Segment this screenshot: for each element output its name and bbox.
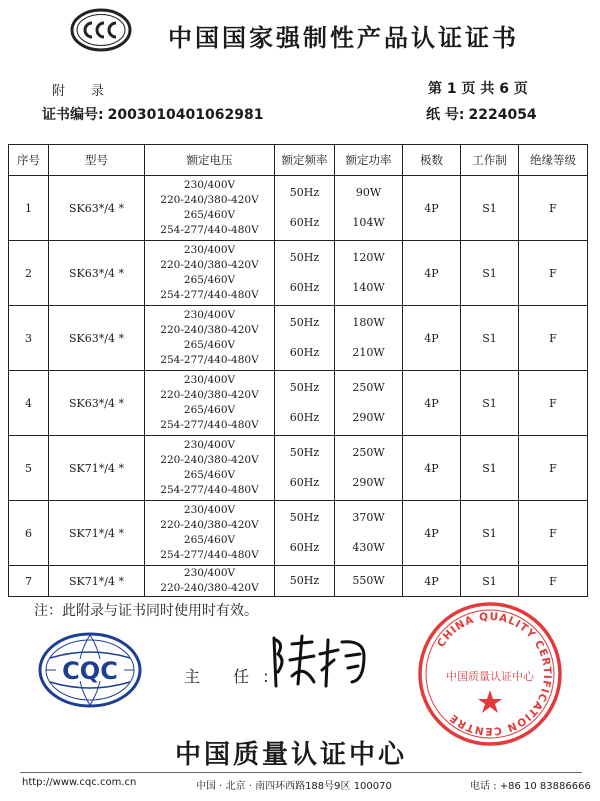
ccc-logo-icon xyxy=(70,8,132,52)
frequency-value: 60Hz xyxy=(289,541,320,554)
table-row xyxy=(9,501,588,566)
voltage-line: 265/460V xyxy=(183,274,236,286)
appendix-label: 附录 xyxy=(52,84,131,99)
duty-cell: S1 xyxy=(461,501,519,566)
poles-cell: 4P xyxy=(403,436,461,501)
voltage-line: 230/400V xyxy=(183,439,236,451)
frequency-cell xyxy=(275,436,335,501)
footer-phone: 电话 : +86 10 83886666 xyxy=(470,781,591,792)
director-label: 主 任: xyxy=(184,667,283,686)
row-number-cell: 1 xyxy=(9,176,49,241)
poles-cell: 4P xyxy=(403,501,461,566)
voltage-line: 254-277/440-480V xyxy=(160,549,259,561)
voltage-line: 265/460V xyxy=(183,339,236,351)
frequency-value: 60Hz xyxy=(289,216,320,229)
row-number-cell: 5 xyxy=(9,436,49,501)
power-value: 250W xyxy=(352,381,385,394)
power-value: 210W xyxy=(352,346,385,359)
poles-cell: 4P xyxy=(403,176,461,241)
header-cell: 型号 xyxy=(49,145,145,176)
table-header-row xyxy=(9,145,588,176)
duty-cell: S1 xyxy=(461,306,519,371)
frequency-value: 50Hz xyxy=(289,381,320,394)
power-cell xyxy=(335,371,403,436)
row-number-cell: 2 xyxy=(9,241,49,306)
paper-number-value: 2224054 xyxy=(468,107,537,123)
insulation-cell: F xyxy=(519,176,588,241)
page-title: 中国国家强制性产品认证证书 xyxy=(168,24,519,52)
frequency-cell xyxy=(275,501,335,566)
duty-cell: S1 xyxy=(461,176,519,241)
frequency-value: 50Hz xyxy=(289,186,320,199)
voltage-line: 220-240/380-420V xyxy=(160,454,259,466)
power-value: 250W xyxy=(352,446,385,459)
frequency-cell xyxy=(275,241,335,306)
voltage-cell xyxy=(145,241,275,306)
frequency-value: 50Hz xyxy=(289,316,320,329)
header-cell: 极数 xyxy=(403,145,461,176)
frequency-value: 50Hz xyxy=(289,251,320,264)
voltage-cell xyxy=(145,436,275,501)
insulation-cell: F xyxy=(519,241,588,306)
page-info: 第 1 页 共 6 页 xyxy=(428,81,528,97)
power-value: 180W xyxy=(352,316,385,329)
certification-seal-icon xyxy=(416,600,564,748)
table-row xyxy=(9,371,588,436)
frequency-value: 60Hz xyxy=(289,281,320,294)
power-value: 90W xyxy=(355,186,382,199)
frequency-value: 60Hz xyxy=(289,411,320,424)
model-cell: SK63*/4 * xyxy=(49,371,145,436)
frequency-value: 50Hz xyxy=(289,446,320,459)
power-value: 120W xyxy=(352,251,385,264)
voltage-cell xyxy=(145,176,275,241)
seal-text: CHINA QUALITY CERTIFICATION CENTRE xyxy=(435,610,554,738)
frequency-value: 60Hz xyxy=(289,476,320,489)
voltage-line: 265/460V xyxy=(183,469,236,481)
poles-cell: 4P xyxy=(403,241,461,306)
voltage-cell xyxy=(145,371,275,436)
voltage-line: 254-277/440-480V xyxy=(160,289,259,301)
power-value: 104W xyxy=(352,216,385,229)
duty-cell: S1 xyxy=(461,241,519,306)
header-cell: 额定功率 xyxy=(335,145,403,176)
insulation-cell: F xyxy=(519,306,588,371)
table-row xyxy=(9,176,588,241)
row-number-cell: 7 xyxy=(9,566,49,597)
power-cell xyxy=(335,306,403,371)
frequency-cell xyxy=(275,306,335,371)
header-cell: 绝缘等级 xyxy=(519,145,588,176)
poles-cell: 4P xyxy=(403,566,461,597)
insulation-cell: F xyxy=(519,501,588,566)
poles-cell: 4P xyxy=(403,306,461,371)
duty-cell: S1 xyxy=(461,566,519,597)
poles-cell: 4P xyxy=(403,371,461,436)
power-value: 370W xyxy=(352,511,385,524)
insulation-cell: F xyxy=(519,436,588,501)
paper-number xyxy=(426,104,537,124)
voltage-line: 265/460V xyxy=(183,404,236,416)
header-cell: 额定频率 xyxy=(275,145,335,176)
voltage-cell xyxy=(145,566,275,597)
model-cell: SK71*/4 * xyxy=(49,566,145,597)
voltage-line: 265/460V xyxy=(183,534,236,546)
duty-cell: S1 xyxy=(461,436,519,501)
power-cell xyxy=(335,566,403,597)
row-number-cell: 3 xyxy=(9,306,49,371)
voltage-line: 220-240/380-420V xyxy=(160,519,259,531)
voltage-line: 254-277/440-480V xyxy=(160,484,259,496)
duty-cell: S1 xyxy=(461,371,519,436)
insulation-cell: F xyxy=(519,566,588,597)
voltage-line: 230/400V xyxy=(183,374,236,386)
power-value: 430W xyxy=(352,541,385,554)
voltage-line: 230/400V xyxy=(183,504,236,516)
frequency-value: 50Hz xyxy=(289,574,320,587)
organization-name: 中国质量认证中心 xyxy=(175,740,408,770)
cert-number-label: 证书编号: xyxy=(42,107,104,123)
model-cell: SK63*/4 * xyxy=(49,306,145,371)
voltage-line: 230/400V xyxy=(183,567,236,579)
footer-url: http://www.cqc.com.cn xyxy=(22,777,137,788)
cqc-logo-text: CQC xyxy=(62,657,118,685)
frequency-value: 50Hz xyxy=(289,511,320,524)
row-number-cell: 6 xyxy=(9,501,49,566)
frequency-cell xyxy=(275,176,335,241)
frequency-value: 60Hz xyxy=(289,346,320,359)
spec-table xyxy=(8,144,588,597)
table-row xyxy=(9,566,588,597)
voltage-line: 254-277/440-480V xyxy=(160,224,259,236)
voltage-line: 220-240/380-420V xyxy=(160,389,259,401)
insulation-cell: F xyxy=(519,371,588,436)
model-cell: SK71*/4 * xyxy=(49,436,145,501)
voltage-line: 254-277/440-480V xyxy=(160,354,259,366)
footer-divider xyxy=(20,772,582,773)
power-cell xyxy=(335,436,403,501)
paper-number-label: 纸 号: xyxy=(426,107,465,123)
row-number-cell: 4 xyxy=(9,371,49,436)
power-cell xyxy=(335,501,403,566)
model-cell: SK63*/4 * xyxy=(49,241,145,306)
cqc-logo-icon xyxy=(38,632,142,708)
voltage-line: 265/460V xyxy=(183,209,236,221)
model-cell: SK63*/4 * xyxy=(49,176,145,241)
power-value: 550W xyxy=(352,574,385,587)
table-row xyxy=(9,241,588,306)
voltage-line: 230/400V xyxy=(183,309,236,321)
model-cell: SK71*/4 * xyxy=(49,501,145,566)
voltage-line: 220-240/380-420V xyxy=(160,582,259,594)
power-cell xyxy=(335,176,403,241)
signature-image xyxy=(268,630,380,692)
voltage-cell xyxy=(145,306,275,371)
header-cell: 序号 xyxy=(9,145,49,176)
voltage-line: 230/400V xyxy=(183,179,236,191)
voltage-line: 230/400V xyxy=(183,244,236,256)
frequency-cell xyxy=(275,371,335,436)
seal-inner-text: 中国质量认证中心 xyxy=(446,670,534,683)
voltage-line: 220-240/380-420V xyxy=(160,194,259,206)
frequency-cell xyxy=(275,566,335,597)
power-value: 290W xyxy=(352,476,385,489)
footer-address: 中国 · 北京 · 南四环西路188号9区 100070 xyxy=(196,781,392,792)
voltage-line: 254-277/440-480V xyxy=(160,419,259,431)
cert-number xyxy=(42,104,263,124)
cert-number-value: 2003010401062981 xyxy=(107,107,264,123)
table-row xyxy=(9,436,588,501)
voltage-line: 220-240/380-420V xyxy=(160,259,259,271)
power-cell xyxy=(335,241,403,306)
validity-note: 注：此附录与证书同时使用时有效。 xyxy=(34,603,258,619)
power-value: 290W xyxy=(352,411,385,424)
header-cell: 工作制 xyxy=(461,145,519,176)
header-cell: 额定电压 xyxy=(145,145,275,176)
table-row xyxy=(9,306,588,371)
voltage-cell xyxy=(145,501,275,566)
power-value: 140W xyxy=(352,281,385,294)
voltage-line: 220-240/380-420V xyxy=(160,324,259,336)
